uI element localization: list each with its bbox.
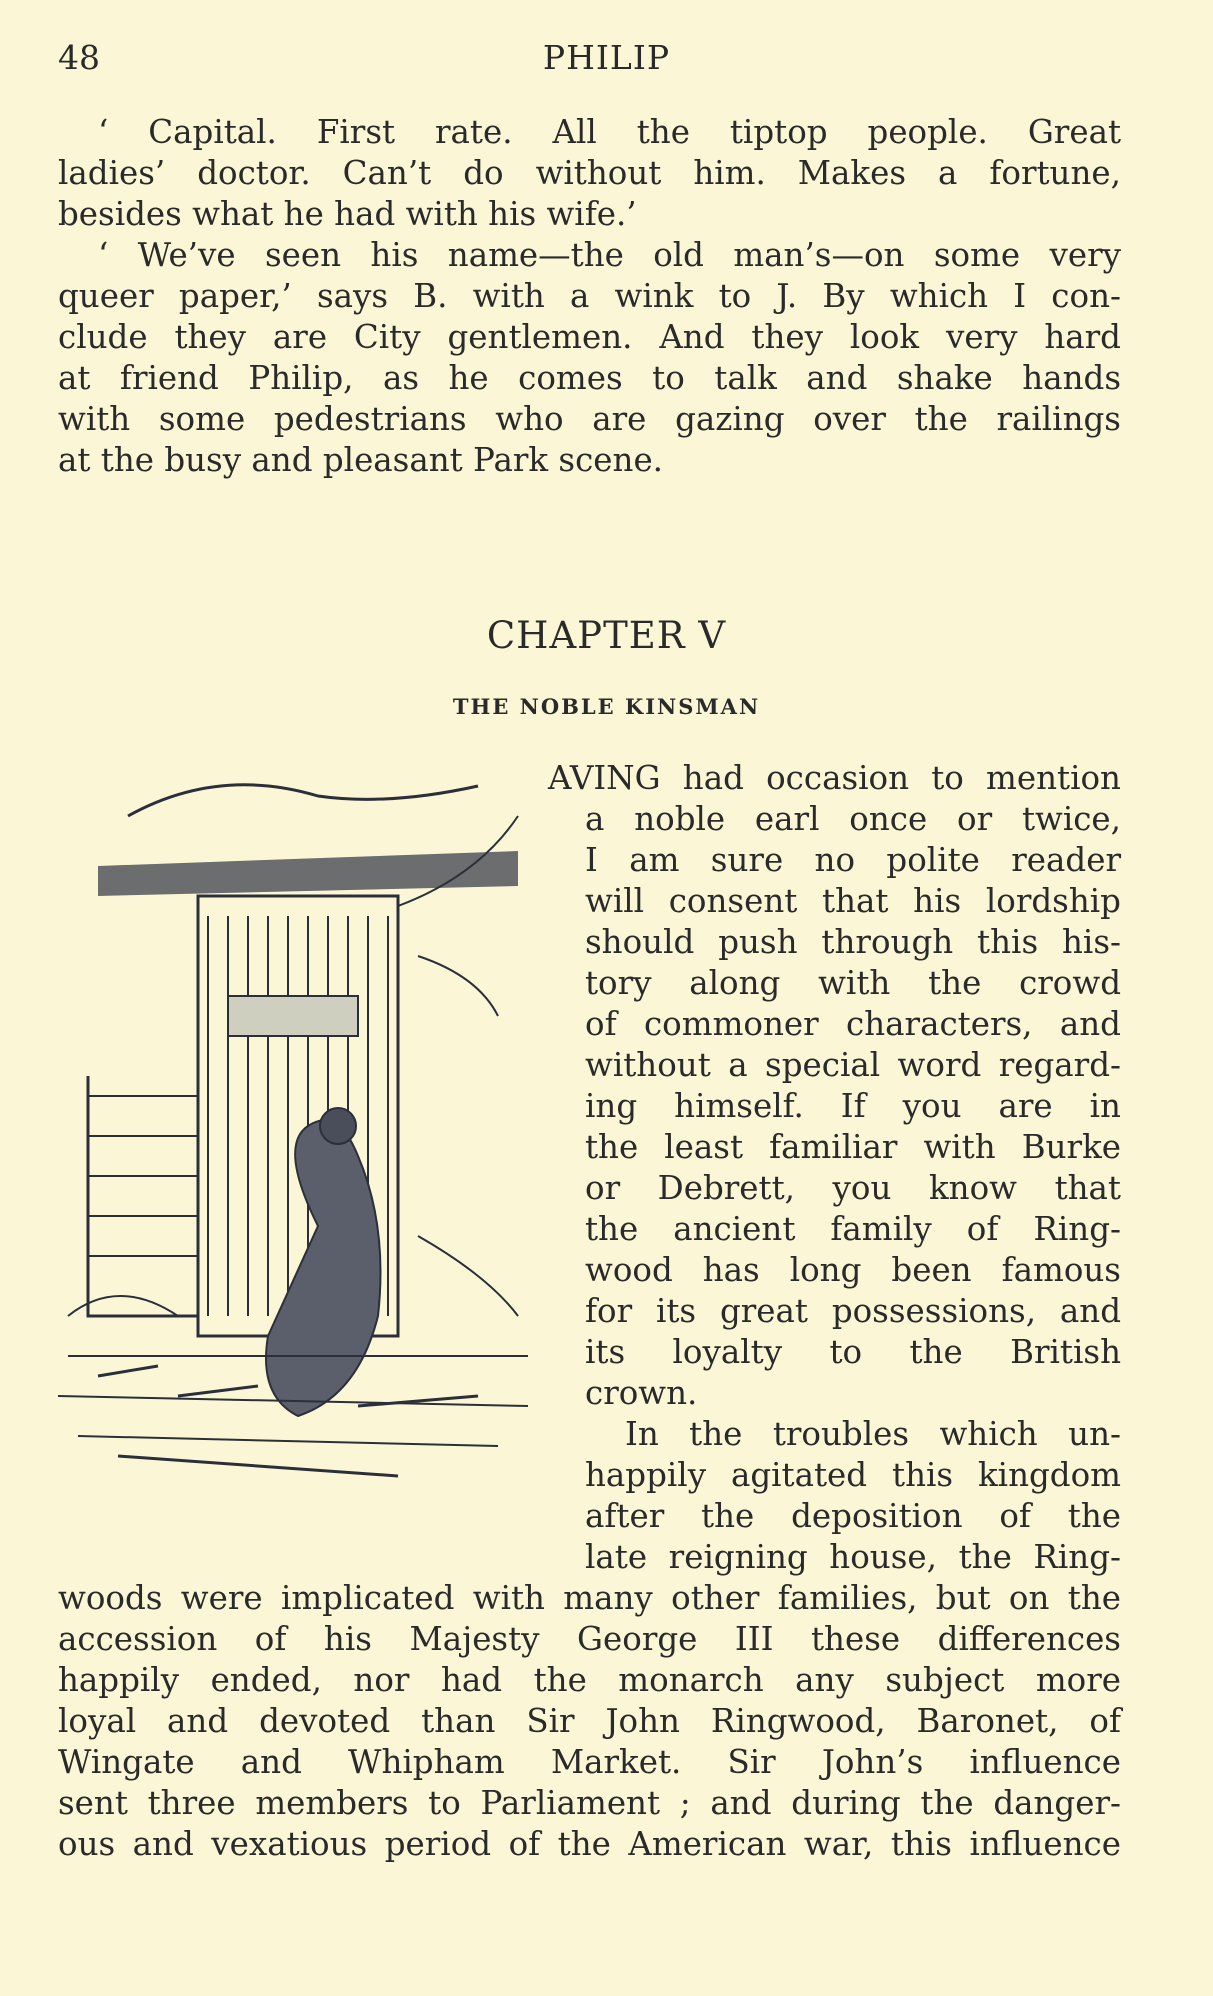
opening-paragraphs: [58, 112, 1121, 481]
text-line: should push through this his-: [585, 923, 1121, 961]
text-line: crown.: [585, 1374, 698, 1412]
chapter-subtitle: THE NOBLE KINSMAN: [452, 694, 761, 719]
text-line: at friend Philip, as he comes to talk and shake hands: [58, 359, 1121, 397]
text-line: accession of his Majesty George III these differences: [58, 1620, 1121, 1658]
text-line: at the busy and pleasant Park scene.: [58, 441, 664, 479]
text-line: of commoner characters, and: [585, 1005, 1121, 1043]
text-line: sent three members to Parliament ; and during the danger-: [58, 1784, 1121, 1822]
text-line: tory along with the crowd: [585, 964, 1121, 1002]
text-line: woods were implicated with many other families, but on the: [58, 1579, 1121, 1617]
text-line: clude they are City gentlemen. And they look very hard: [58, 318, 1121, 356]
text-line: happily ended, nor had the monarch any subject more: [58, 1661, 1121, 1699]
text-line: its loyalty to the British: [585, 1333, 1121, 1371]
text-line: ladies’ doctor. Can’t do without him. Makes a fortune,: [58, 154, 1121, 192]
chapter-body: [58, 758, 1121, 1865]
text-line: besides what he had with his wife.’: [58, 195, 637, 233]
running-head: [58, 38, 1155, 78]
text-line: ‘ Capital. First rate. All the tiptop people. Great: [98, 113, 1121, 151]
text-line: after the deposition of the: [585, 1497, 1121, 1535]
text-line: for its great possessions, and: [585, 1292, 1121, 1330]
first-line-rest: had occasion to mention: [660, 759, 1121, 797]
text-line: or Debrett, you know that: [585, 1169, 1121, 1207]
text-line: loyal and devoted than Sir John Ringwood, Baronet, of: [58, 1702, 1121, 1740]
text-line: ‘ We’ve seen his name—the old man’s—on some very: [98, 236, 1121, 274]
text-line: a noble earl once or twice,: [585, 800, 1121, 838]
text-line: [548, 758, 1121, 799]
text-line: late reigning house, the Ring-: [585, 1538, 1121, 1576]
text-line: queer paper,’ says B. with a wink to J. By which I con-: [58, 277, 1121, 315]
running-title: PHILIP: [542, 38, 671, 77]
text-line: will consent that his lordship: [585, 882, 1121, 920]
text-line: ing himself. If you are in: [585, 1087, 1121, 1125]
text-line: In the troubles which un-: [625, 1415, 1121, 1453]
drop-cap-word: AVING: [548, 759, 661, 797]
text-line: happily agitated this kingdom: [585, 1456, 1121, 1494]
text-line: ous and vexatious period of the American war, this influence: [58, 1825, 1121, 1863]
text-line: the least familiar with Burke: [585, 1128, 1121, 1166]
text-line: with some pedestrians who are gazing over the railings: [58, 400, 1121, 438]
text-line: I am sure no polite reader: [585, 841, 1121, 879]
page-number: 48: [58, 38, 100, 77]
text-line: without a special word regard-: [585, 1046, 1121, 1084]
text-line: Wingate and Whipham Market. Sir John’s influence: [58, 1743, 1121, 1781]
text-line: the ancient family of Ring-: [585, 1210, 1121, 1248]
chapter-title: CHAPTER V: [486, 614, 727, 657]
text-line: wood has long been famous: [585, 1251, 1121, 1289]
